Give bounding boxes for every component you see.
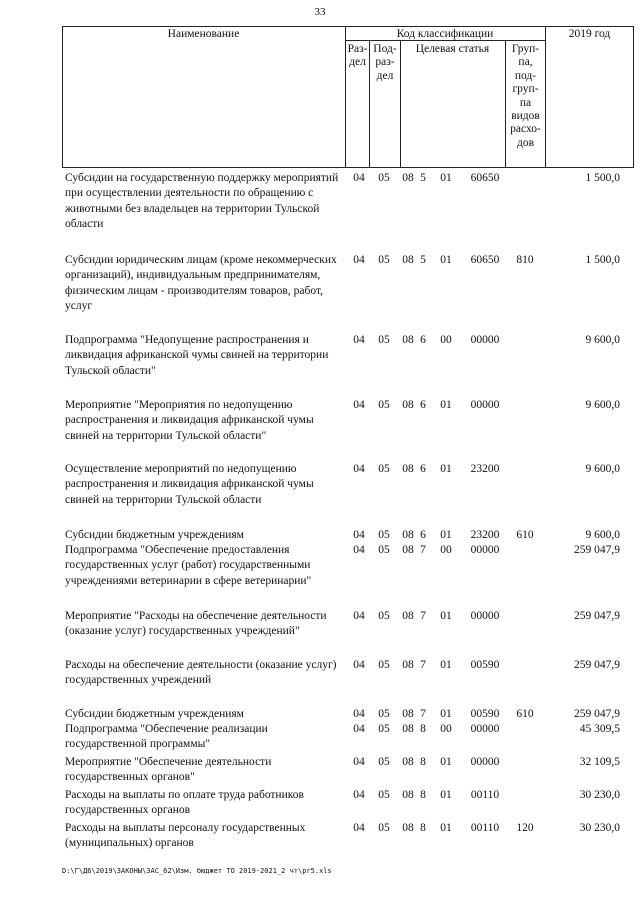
row-name: Подпрограмма "Недопущение распространения и ликвидация африканской чумы свиней на территории Тульской области" [65, 334, 329, 377]
header-group [506, 43, 545, 150]
row-name: Мероприятие "Обеспечение деятельности государственных органов" [65, 756, 272, 784]
row-program: 08 [402, 708, 414, 720]
row-subprogram: 5 [420, 254, 426, 266]
row-expense-type: 120 [516, 822, 534, 834]
header-razdel-line: Раз- [347, 43, 368, 55]
row-amount: 9 600,0 [585, 399, 620, 411]
row-subprogram: 6 [420, 334, 426, 346]
row-subprogram: 8 [420, 756, 426, 768]
row-amount: 9 600,0 [585, 463, 620, 475]
header-year: 2019 год [568, 28, 611, 40]
row-program: 08 [402, 822, 414, 834]
row-program: 08 [402, 334, 414, 346]
row-direction: 00000 [470, 756, 500, 768]
row-direction: 00000 [470, 544, 500, 556]
row-podrazdel: 05 [378, 610, 390, 622]
row-podrazdel: 05 [378, 334, 390, 346]
header-code: Код классификации [396, 28, 494, 40]
row-program: 08 [402, 756, 414, 768]
row-razdel: 04 [353, 659, 365, 671]
row-podrazdel: 05 [378, 399, 390, 411]
row-direction: 00590 [470, 708, 500, 720]
row-name: Подпрограмма "Обеспечение реализации государственной программы" [65, 723, 268, 751]
row-direction: 23200 [470, 529, 500, 541]
row-name: Мероприятие "Мероприятия по недопущению распространения и ликвидация африканской чумы свиней на территории Тульской области" [65, 399, 314, 442]
row-subprogram: 8 [420, 789, 426, 801]
row-podrazdel: 05 [378, 822, 390, 834]
row-podrazdel: 05 [378, 723, 390, 735]
header-target: Целевая статья [415, 43, 490, 55]
row-event: 01 [440, 756, 452, 768]
row-subprogram: 7 [420, 610, 426, 622]
row-subprogram: 6 [420, 463, 426, 475]
row-amount: 1 500,0 [585, 254, 620, 266]
row-subprogram: 5 [420, 172, 426, 184]
header-podrazdel-line: раз- [375, 56, 395, 69]
row-name: Субсидии юридическим лицам (кроме некоммерческих организаций), индивидуальным предпринимателям, физическим лицам - производителям товаров, работ, услуг [65, 254, 337, 312]
row-direction: 00000 [470, 334, 500, 346]
row-program: 08 [402, 789, 414, 801]
row-name: Расходы на обеспечение деятельности (оказание услуг) государственных учреждений [65, 659, 337, 687]
row-event: 01 [440, 789, 452, 801]
row-subprogram: 7 [420, 544, 426, 556]
row-podrazdel: 05 [378, 544, 390, 556]
row-name: Субсидии на государственную поддержку мероприятий при осуществлении деятельности по обращению с животными без владельцев на территории Тульской области [65, 172, 339, 230]
row-subprogram: 6 [420, 529, 426, 541]
header-group-line: видов [511, 110, 540, 123]
row-amount: 1 500,0 [585, 172, 620, 184]
row-event: 01 [440, 529, 452, 541]
row-amount: 259 047,9 [574, 708, 620, 720]
row-podrazdel: 05 [378, 789, 390, 801]
row-podrazdel: 05 [378, 708, 390, 720]
row-subprogram: 8 [420, 822, 426, 834]
row-razdel: 04 [353, 172, 365, 184]
row-subprogram: 8 [420, 723, 426, 735]
row-razdel: 04 [353, 463, 365, 475]
header-group-line: Груп- [511, 43, 540, 55]
row-podrazdel: 05 [378, 254, 390, 266]
row-razdel: 04 [353, 334, 365, 346]
row-podrazdel: 05 [378, 463, 390, 475]
row-event: 01 [440, 463, 452, 475]
row-expense-type: 610 [516, 708, 534, 720]
header-name: Наименование [167, 28, 240, 40]
header-podrazdel-line: дел [376, 69, 394, 82]
row-direction: 00000 [470, 399, 500, 411]
row-amount: 32 109,5 [579, 756, 620, 768]
row-program: 08 [402, 610, 414, 622]
row-program: 08 [402, 529, 414, 541]
row-razdel: 04 [353, 789, 365, 801]
row-program: 08 [402, 723, 414, 735]
row-amount: 259 047,9 [574, 659, 620, 671]
row-amount: 259 047,9 [574, 610, 620, 622]
row-program: 08 [402, 659, 414, 671]
table-header [62, 26, 634, 168]
header-divider [545, 26, 546, 168]
row-amount: 259 047,9 [574, 544, 620, 556]
row-podrazdel: 05 [378, 529, 390, 541]
row-event: 01 [440, 254, 452, 266]
row-name: Осуществление мероприятий по недопущению распространения и ликвидация африканской чумы свиней на территории Тульской области [65, 463, 314, 506]
row-amount: 9 600,0 [585, 529, 620, 541]
row-razdel: 04 [353, 544, 365, 556]
row-name: Субсидии бюджетным учреждениям [65, 708, 244, 720]
row-direction: 00000 [470, 610, 500, 622]
header-podrazdel-line: Под- [373, 43, 397, 55]
row-subprogram: 7 [420, 708, 426, 720]
row-direction: 00110 [470, 789, 500, 801]
row-amount: 45 309,5 [579, 723, 620, 735]
row-direction: 00000 [470, 723, 500, 735]
row-name: Мероприятие "Расходы на обеспечение деятельности (оказание услуг) государственных учреждений" [65, 610, 327, 638]
row-razdel: 04 [353, 822, 365, 834]
row-direction: 60650 [470, 172, 500, 184]
row-amount: 30 230,0 [579, 822, 620, 834]
page-number: 33 [314, 6, 326, 18]
row-direction: 00110 [470, 822, 500, 834]
row-event: 01 [440, 172, 452, 184]
row-event: 01 [440, 708, 452, 720]
row-event: 01 [440, 822, 452, 834]
row-subprogram: 7 [420, 659, 426, 671]
row-program: 08 [402, 172, 414, 184]
row-event: 01 [440, 399, 452, 411]
header-group-line: па, [518, 56, 533, 69]
row-podrazdel: 05 [378, 659, 390, 671]
header-group-line: расхо- [510, 123, 541, 136]
header-group-line: па [519, 96, 532, 109]
row-direction: 60650 [470, 254, 500, 266]
header-podrazdel [370, 43, 400, 83]
row-program: 08 [402, 254, 414, 266]
row-event: 01 [440, 659, 452, 671]
row-podrazdel: 05 [378, 756, 390, 768]
row-podrazdel: 05 [378, 172, 390, 184]
header-razdel-line: дел [349, 56, 366, 69]
header-divider [400, 40, 401, 168]
row-name: Расходы на выплаты по оплате труда работников государственных органов [65, 789, 304, 817]
row-razdel: 04 [353, 723, 365, 735]
row-subprogram: 6 [420, 399, 426, 411]
row-expense-type: 810 [516, 254, 534, 266]
row-event: 00 [440, 723, 452, 735]
row-program: 08 [402, 544, 414, 556]
row-amount: 30 230,0 [579, 789, 620, 801]
row-amount: 9 600,0 [585, 334, 620, 346]
row-razdel: 04 [353, 756, 365, 768]
row-direction: 00590 [470, 659, 500, 671]
row-razdel: 04 [353, 708, 365, 720]
row-name: Подпрограмма "Обеспечение предоставления государственных услуг (работ) государственными учреждениями ветеринарии в сфере ветеринарии" [65, 544, 312, 587]
file-path-footer: D:\Г\Д6\2019\ЗАКОНЫ\ЗАС_62\Изм. бюджет ТО 2019-2021_2 чт\pr5.xls [62, 867, 332, 875]
row-razdel: 04 [353, 254, 365, 266]
header-group-line: дов [516, 136, 535, 149]
row-expense-type: 610 [516, 529, 534, 541]
row-direction: 23200 [470, 463, 500, 475]
row-event: 00 [440, 334, 452, 346]
header-group-line: под- [514, 69, 537, 82]
row-name: Субсидии бюджетным учреждениям [65, 529, 244, 541]
row-razdel: 04 [353, 399, 365, 411]
row-program: 08 [402, 463, 414, 475]
row-razdel: 04 [353, 529, 365, 541]
row-razdel: 04 [353, 610, 365, 622]
row-program: 08 [402, 399, 414, 411]
header-group-line: груп- [512, 83, 539, 96]
row-event: 00 [440, 544, 452, 556]
row-event: 01 [440, 610, 452, 622]
row-name: Расходы на выплаты персоналу государственных (муниципальных) органов [65, 822, 306, 850]
header-razdel [346, 43, 369, 70]
